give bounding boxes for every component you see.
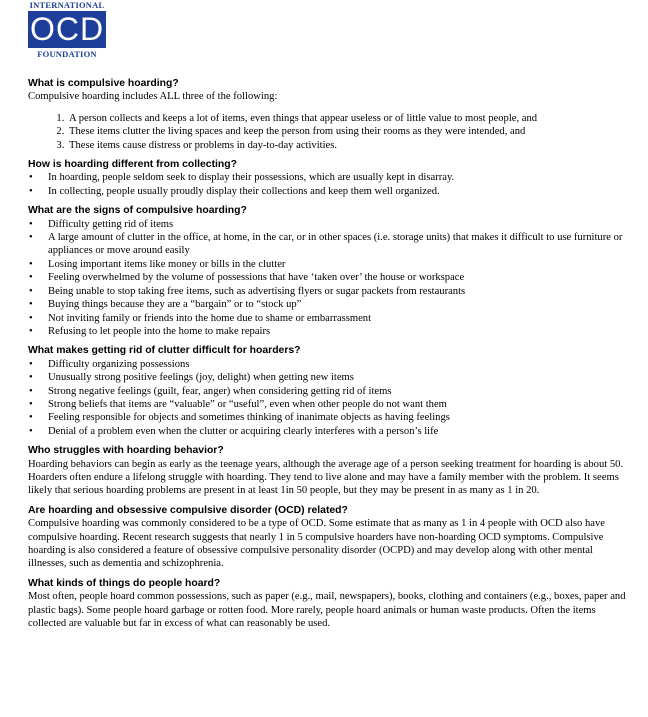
- list-item: • Being unable to stop taking free items, such as advertising flyers or sugar packets from restaurants: [48, 285, 628, 298]
- section-heading: What kinds of things do people hoard?: [28, 577, 221, 589]
- list-item: • Denial of a problem even when the clutter or acquiring clearly interferes with a person’s life: [48, 425, 628, 438]
- numbered-list: [28, 112, 628, 152]
- list-item: 1. A person collects and keeps a lot of items, even things that appear useless or of little value to most people, and: [67, 112, 628, 125]
- ocd-foundation-logo: [28, 0, 106, 59]
- bullet-list: [28, 358, 628, 438]
- list-item: • Losing important items like money or bills in the clutter: [48, 258, 628, 271]
- list-item: 3. These items cause distress or problems in day-to-day activities.: [67, 139, 628, 152]
- list-item: 2. These items clutter the living spaces and keep the person from using their rooms as they were intended, and: [67, 125, 628, 138]
- section-paragraph: Hoarding behaviors can begin as early as the teenage years, although the average age of a person seeking treatment for hoarding is about 50. Hoarders often endure a lifelong struggle with hoarding. They tend to live alone and may have a family member with the problem. It seems likely that serious hoarding problems are present in at least 1in 50 people, but they may be present in as many as 1 in 20.: [28, 458, 624, 497]
- section-heading: What are the signs of compulsive hoarding?: [28, 205, 247, 217]
- section-heading: Who struggles with hoarding behavior?: [28, 445, 224, 457]
- list-item: • Unusually strong positive feelings (joy, delight) when getting new items: [48, 371, 628, 384]
- section-heading: What is compulsive hoarding?: [28, 78, 179, 89]
- logo-bottom-text: FOUNDATION: [37, 49, 97, 59]
- section-signs: [28, 204, 628, 338]
- section-difficulty: [28, 344, 628, 438]
- list-item: • Strong negative feelings (guilt, fear, anger) when considering getting rid of items: [48, 385, 628, 398]
- list-item: • Difficulty getting rid of items: [48, 218, 628, 231]
- bullet-list: [28, 218, 628, 339]
- section-heading: Are hoarding and obsessive compulsive disorder (OCD) related?: [28, 504, 348, 516]
- document-body: [28, 77, 628, 636]
- list-item: • Feeling overwhelmed by the volume of possessions that have ‘taken over’ the house or workspace: [48, 271, 628, 284]
- list-item: • Strong beliefs that items are “valuable” or “useful”, even when other people do not want them: [48, 398, 628, 411]
- list-item: • Buying things because they are a “bargain” or to “stock up”: [48, 298, 628, 311]
- section-who-struggles: [28, 444, 628, 498]
- list-item: • A large amount of clutter in the office, at home, in the car, or in other spaces (i.e. storage units) that makes it difficult to use furniture or appliances or move around easily: [48, 231, 628, 258]
- bullet-list: [28, 171, 628, 198]
- list-item: • In hoarding, people seldom seek to display their possessions, which are usually kept in disarray.: [48, 171, 628, 184]
- logo-mark: OCD: [29, 11, 105, 47]
- section-hoarding-vs-collecting: [28, 158, 628, 198]
- section-heading: What makes getting rid of clutter difficult for hoarders?: [28, 345, 301, 357]
- section-kinds-of-things: [28, 577, 628, 631]
- list-item: • In collecting, people usually proudly display their collections and keep them well organized.: [48, 185, 628, 198]
- list-item: • Refusing to let people into the home to make repairs: [48, 325, 628, 338]
- section-paragraph: Most often, people hoard common possessions, such as paper (e.g., mail, newspapers), books, clothing and containers (e.g., boxes, paper and plastic bags). Some people hoard garbage or rotten food. More rarely, people hoard animals or human waste products. Often the items collected are valuable but far in excess of what can reasonably be used.: [28, 591, 626, 630]
- list-item: • Difficulty organizing possessions: [48, 358, 628, 371]
- logo-top-text: INTERNATIONAL: [29, 0, 105, 10]
- section-intro: Compulsive hoarding includes ALL three of the following:: [28, 91, 278, 103]
- section-what-is-hoarding: [28, 77, 628, 152]
- list-item: • Not inviting family or friends into the home due to shame or embarrassment: [48, 312, 628, 325]
- list-item: • Feeling responsible for objects and sometimes thinking of inanimate objects as having feelings: [48, 411, 628, 424]
- section-paragraph: Compulsive hoarding was commonly considered to be a type of OCD. Some estimate that as many as 1 in 4 people with OCD also have compulsive hoarding. Recent research suggests that nearly 1 in 5 compulsive hoarders have non-hoarding OCD symptoms. Compulsive hoarding is also considered a feature of obsessive compulsive personality disorder (OCPD) and may develop along with other mental illnesses, such as dementia and schizophrenia.: [28, 518, 605, 570]
- section-heading: How is hoarding different from collecting?: [28, 159, 237, 171]
- section-ocd-related: [28, 504, 628, 571]
